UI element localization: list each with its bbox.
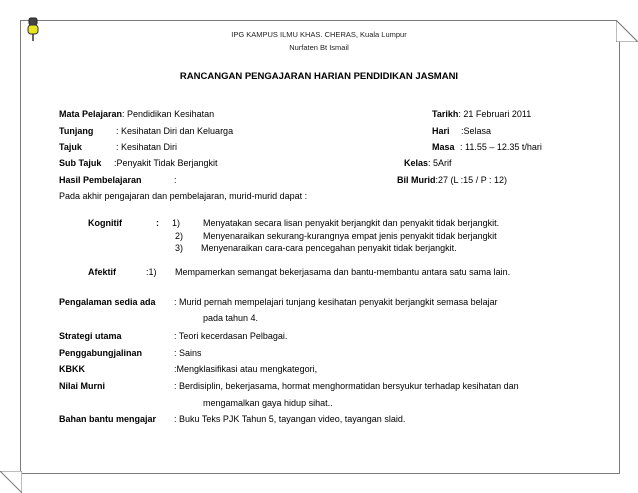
afektif-label: Afektif (88, 267, 117, 277)
afektif-text: Mempamerkan semangat bekerjasama dan bantu-membantu antara satu sama lain. (175, 267, 511, 277)
page-curl-corner-bottom-left (0, 471, 22, 493)
mata-pelajaran-row (59, 110, 214, 119)
kelas-label: Kelas (404, 158, 429, 168)
bil-murid-row (397, 176, 507, 185)
tarikh-label: Tarikh (432, 109, 459, 119)
kognitif-colon: : (156, 218, 159, 228)
bil-murid-label: Bil Murid (397, 175, 436, 185)
kognitif-item-3-num: 3) (175, 243, 184, 253)
mata-pelajaran-label: Mata Pelajaran (59, 109, 123, 119)
bahan-bantu-value: : Buku Teks PJK Tahun 5, tayangan video, tayangan slaid. (174, 414, 406, 424)
sub-tajuk-value: :Penyakit Tidak Berjangkit (114, 158, 218, 168)
penggabungjalinan-value: : Sains (174, 348, 202, 358)
tajuk-label: Tajuk (59, 142, 82, 152)
masa-value: : 11.55 – 12.35 t/hari (460, 142, 542, 152)
kognitif-item-1-num: 1) (172, 218, 181, 228)
masa-label: Masa (432, 142, 455, 152)
kognitif-item-1-text: Menyatakan secara lisan penyakit berjangkit dan penyakit tidak berjangkit. (203, 218, 500, 228)
penggabungjalinan-label: Penggabungjalinan (59, 348, 143, 358)
pengalaman-label: Pengalaman sedia ada (59, 297, 156, 307)
mata-pelajaran-value: : Pendidikan Kesihatan (122, 109, 215, 119)
tunjang-value: : Kesihatan Diri dan Keluarga (116, 126, 234, 136)
tunjang-label: Tunjang (59, 126, 94, 136)
nilai-murni-value: : Berdisiplin, bekerjasama, hormat menghormatidan bersyukur terhadap kesihatan dan (174, 381, 519, 391)
strategi-value: : Teori kecerdasan Pelbagai. (174, 331, 288, 341)
hari-value: :Selasa (461, 126, 492, 136)
bahan-bantu-label: Bahan bantu mengajar (59, 414, 157, 424)
kelas-value: : 5Arif (428, 158, 452, 168)
nilai-murni-value-line-2: mengamalkan gaya hidup sihat.. (203, 398, 333, 408)
pengalaman-value-line-2: pada tahun 4. (203, 313, 259, 323)
hari-label: Hari (432, 126, 450, 136)
afektif-num: :1) (146, 267, 157, 277)
hasil-pembelajaran-value: : (174, 175, 177, 185)
kbkk-label: KBKK (59, 364, 85, 374)
kognitif-item-2-num: 2) (175, 231, 184, 241)
kognitif-item-3-text: Menyenaraikan cara-cara pencegahan penyakit tidak berjangkit. (201, 243, 457, 253)
kognitif-label: Kognitif (88, 218, 122, 228)
tarikh-value: : 21 Februari 2011 (458, 109, 532, 119)
header-author: Nurfaten Bt Ismail (289, 43, 349, 52)
hasil-pembelajaran-label: Hasil Pembelajaran (59, 175, 142, 185)
pengalaman-value: : Murid pernah mempelajari tunjang kesihatan penyakit berjangkit semasa belajar (174, 297, 498, 307)
strategi-label: Strategi utama (59, 331, 122, 341)
tajuk-value: : Kesihatan Diri (116, 142, 178, 152)
kbkk-value: :Mengklasifikasi atau mengkategori, (174, 364, 318, 374)
intro-text: Pada akhir pengajaran dan pembelajaran, murid-murid dapat : (59, 191, 308, 201)
kognitif-item-2-text: Menyenaraikan sekurang-kurangnya empat jenis penyakit tidak berjangkit (203, 231, 497, 241)
page-title: RANCANGAN PENGAJARAN HARIAN PENDIDIKAN JASMANI (179, 71, 459, 82)
kelas-row (404, 159, 452, 168)
nilai-murni-label: Nilai Murni (59, 381, 106, 391)
sub-tajuk-label: Sub Tajuk (59, 158, 102, 168)
bil-murid-value: :27 (L :15 / P : 12) (435, 175, 508, 185)
header-institute: IPG KAMPUS ILMU KHAS. CHERAS, Kuala Lumpur (231, 30, 407, 39)
tarikh-row (432, 110, 531, 119)
